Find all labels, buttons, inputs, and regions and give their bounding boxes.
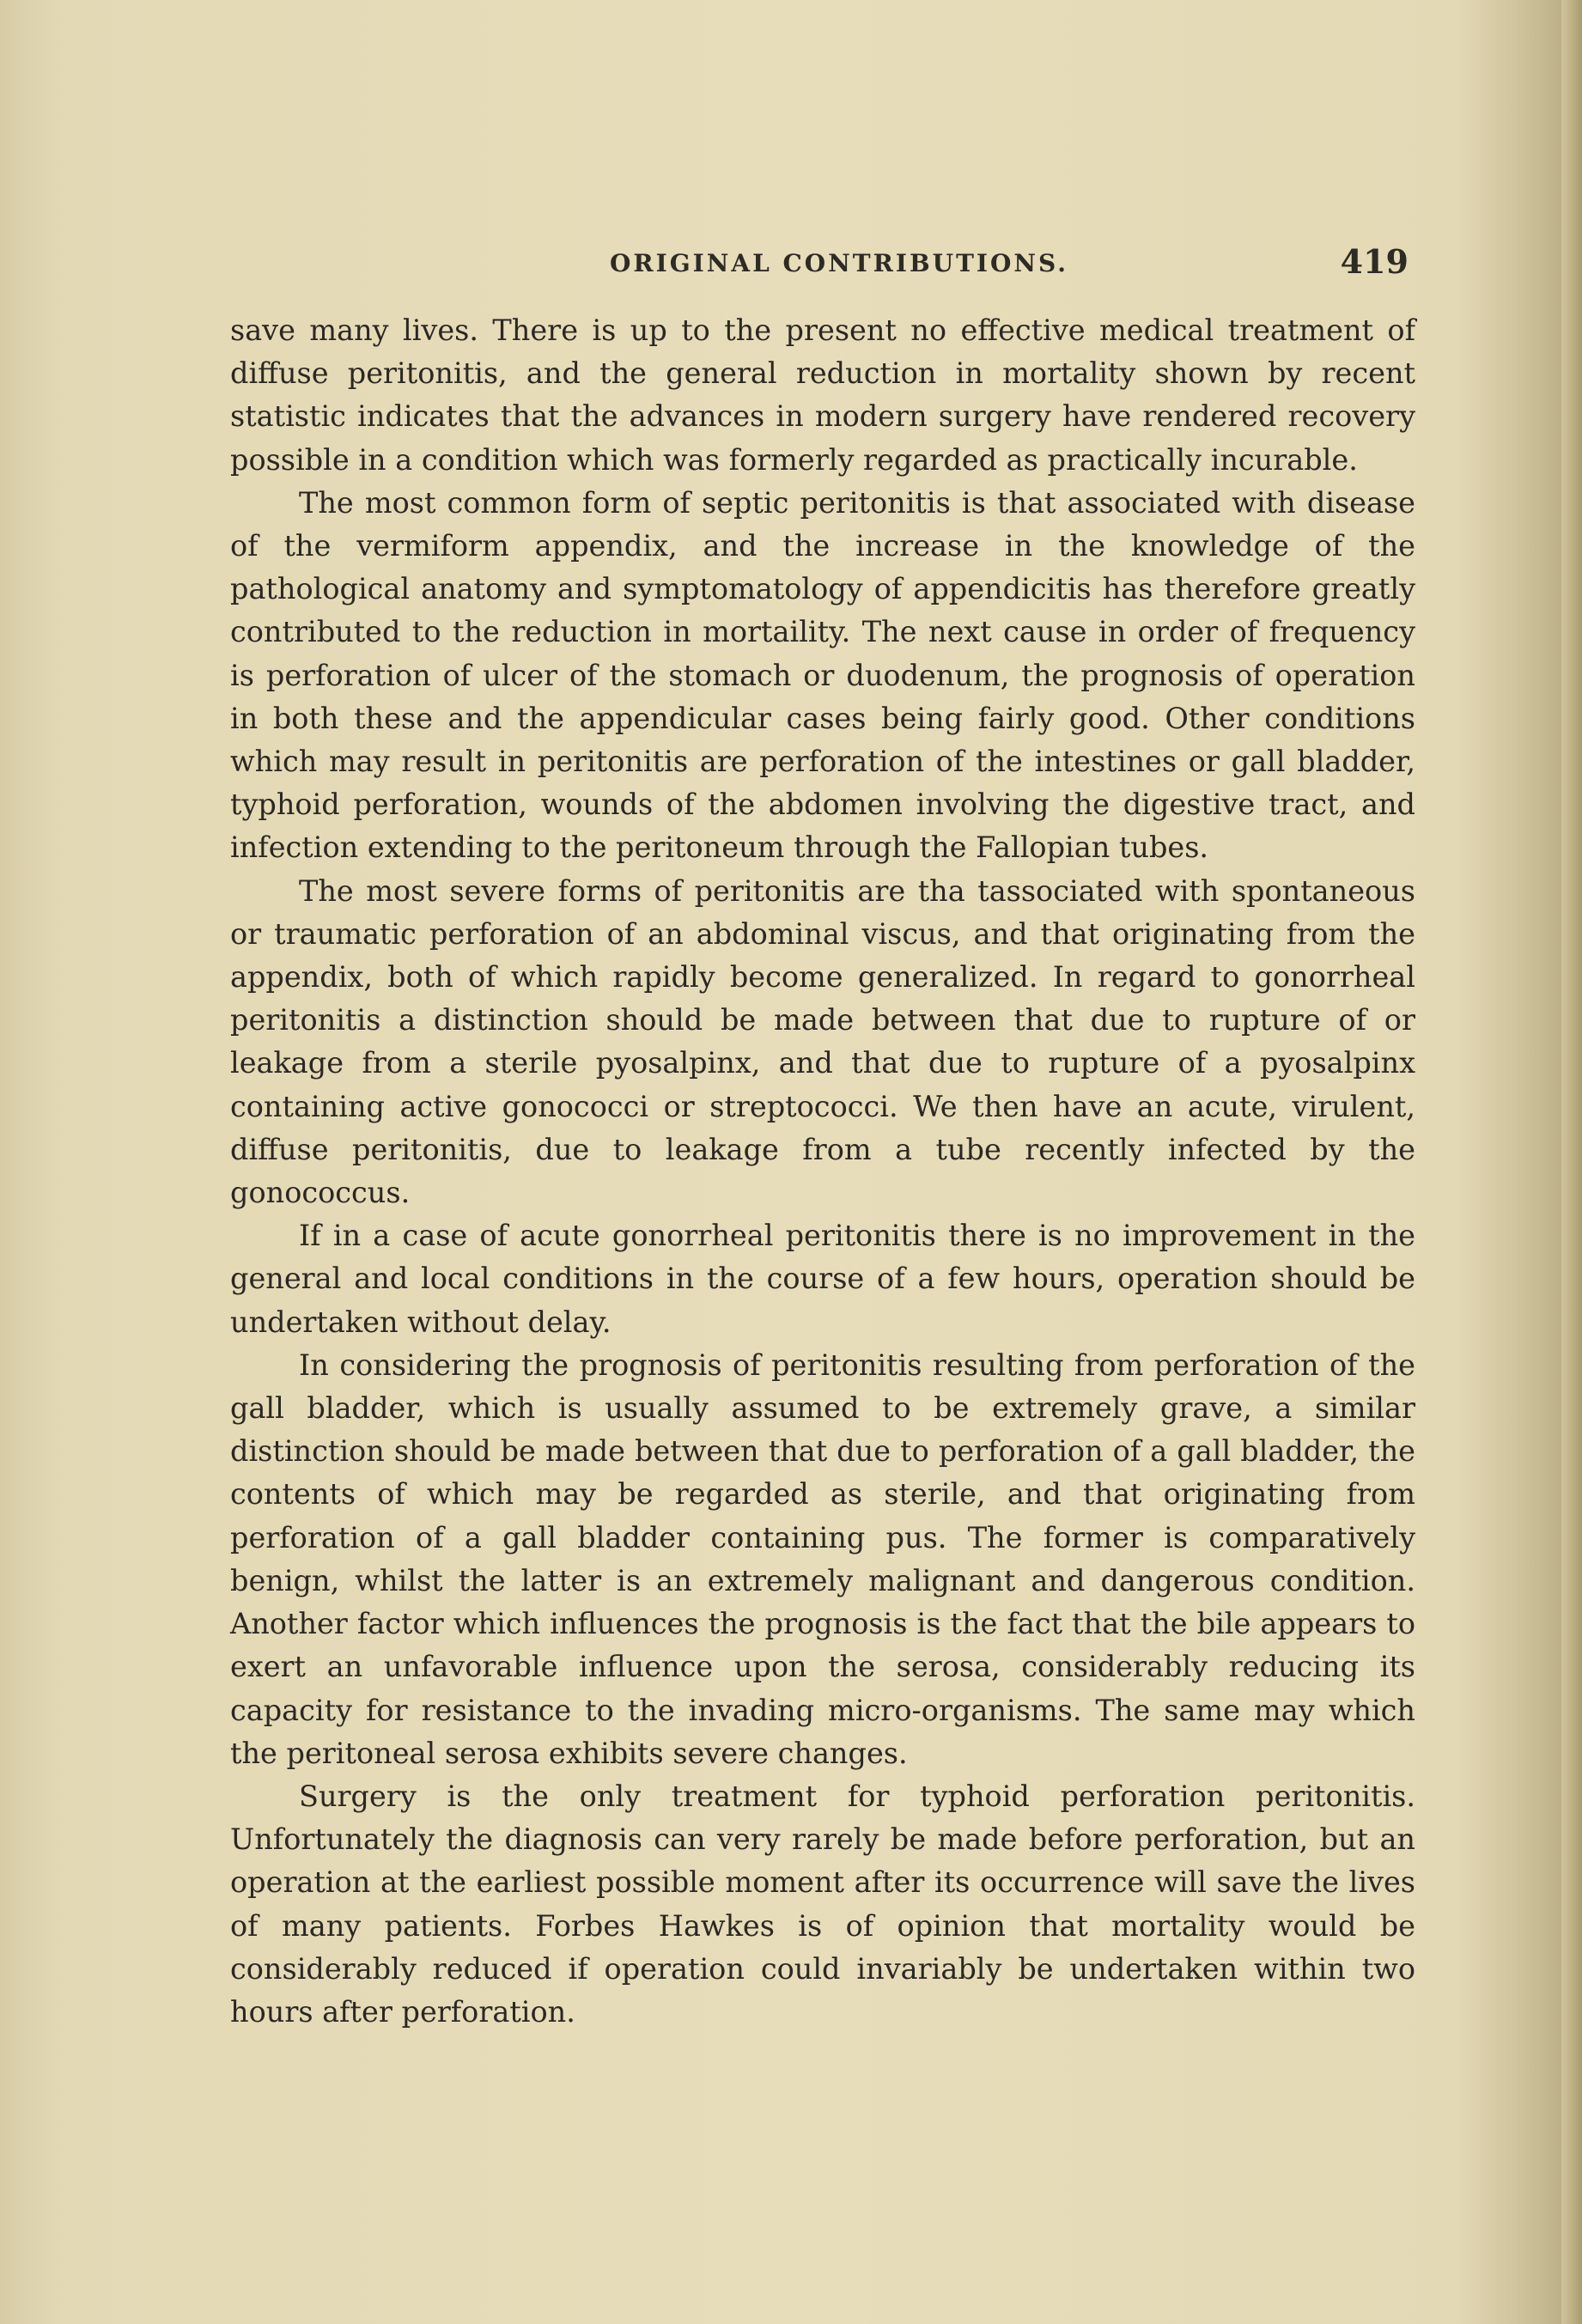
paragraph-4: If in a case of acute gonorrheal peritonitis there is no improvement in the general and local conditions in the course of a few hours, operation should be undertaken without delay.: [230, 1219, 1415, 1339]
paragraph-1: save many lives. There is up to the present no effective medical treatment of diffuse peritonitis, and the general reduction in mortality shown by recent statistic indicates that the advances in modern surgery have rendered recovery possible in a condition which was formerly regarded as practically incurable.: [230, 313, 1415, 477]
page-number: 419: [1340, 242, 1409, 281]
paragraph-3: The most severe forms of peritonitis are tha tassociated with spontaneous or traumatic perforation of an abdominal viscus, and that originating from the appendix, both of which rapidly become generalized. In regard to gonorrheal peritonitis a distinction should be made between that due to rupture of or leakage from a sterile pyosalpinx, and that due to rupture of a pyosalpinx containing active gonococci or streptococci. We then have an acute, virulent, diffuse peritonitis, due to leakage from a tube recently infected by the gonococcus.: [230, 873, 1415, 1210]
paragraph-5: In considering the prognosis of peritonitis resulting from perforation of the gall bladder, which is usually assumed to be extremely grave, a similar distinction should be made between that due to perforation of a gall bladder, the contents of which may be regarded as sterile, and that originating from perforation of a gall bladder containing pus. The former is comparatively benign, whilst the latter is an extremely malignant and dangerous condition. Another factor which influences the prognosis is the fact that the bile appears to exert an unfavorable influence upon the serosa, considerably reducing its capacity for resistance to the invading micro-organisms. The same may which the peritoneal serosa exhibits severe changes.: [230, 1348, 1415, 1770]
paragraph-2: The most common form of septic peritonitis is that associated with disease of the vermiform appendix, and the increase in the knowledge of the pathological anatomy and symptomatology of appendicitis has therefore greatly contributed to the reduction in mortaility. The next cause in order of frequency is perforation of ulcer of the stomach or duodenum, the prognosis of operation in both these and the appendicular cases being fairly good. Other conditions which may result in peritonitis are perforation of the intestines or gall bladder, typhoid perforation, wounds of the abdomen involving the digestive tract, and infection extending to the peritoneum through the Fallopian tubes.: [230, 485, 1415, 865]
paragraph-6: Surgery is the only treatment for typhoid perforation peritonitis. Unfortunately the diagnosis can very rarely be made before perforation, but an operation at the earliest possible moment after its occurrence will save the lives of many patients. Forbes Hawkes is of opinion that mortality would be considerably reduced if operation could invariably be undertaken within two hours after perforation.: [230, 1779, 1415, 2029]
body-text: [230, 309, 1415, 2034]
running-head: ORIGINAL CONTRIBUTIONS.: [610, 249, 1068, 277]
page-header: [232, 242, 1409, 294]
page-edge-shadow: [1561, 0, 1582, 2324]
